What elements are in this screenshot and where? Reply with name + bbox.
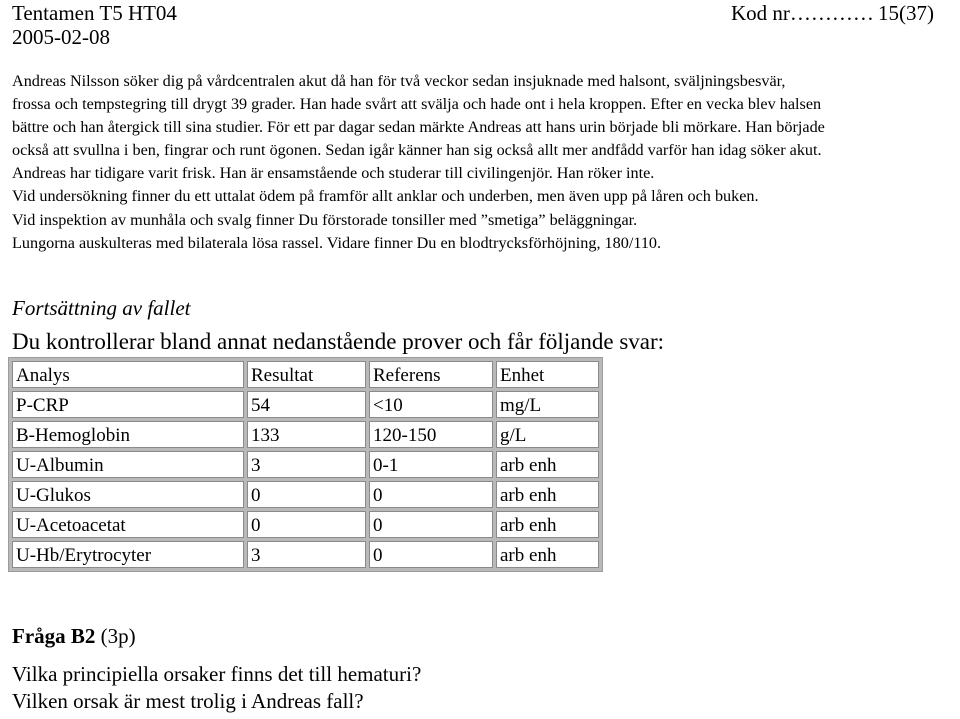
lab-results-table [8,357,603,572]
table-row [12,421,599,448]
header-cell-referens: Referens [369,361,493,388]
question-label: Fråga B2 [12,624,96,648]
case-line: bättre och han återgick till sina studier. För ett par dagar sedan märkte Andreas att hans urin började bli mörkare. Han började [12,118,825,137]
continuation-heading: Fortsättning av fallet [12,296,191,320]
cell-enhet: mg/L [496,391,599,418]
case-line: Vid inspektion av munhåla och svalg finner Du förstorade tonsiller med ”smetiga” beläggningar. [12,210,638,229]
cell-enhet: arb enh [496,541,599,568]
question-line: Vilken orsak är mest trolig i Andreas fall? [12,689,364,713]
table-row [12,511,599,538]
cell-resultat: 3 [247,541,366,568]
cell-resultat: 3 [247,451,366,478]
cell-analys: B-Hemoglobin [12,421,244,448]
case-line: Vid undersökning finner du ett uttalat ödem på framför allt anklar och underben, men även upp på låren och buken. [12,187,759,206]
exam-title: Tentamen T5 HT04 [12,1,177,25]
cell-analys: U-Glukos [12,481,244,508]
cell-referens: 120-150 [369,421,493,448]
table-row [12,451,599,478]
question-line: Vilka principiella orsaker finns det till hematuri? [12,662,422,686]
cell-resultat: 0 [247,511,366,538]
cell-resultat: 133 [247,421,366,448]
cell-enhet: arb enh [496,481,599,508]
question-heading [12,623,136,649]
case-line: frossa och tempstegring till drygt 39 grader. Han hade svårt att svälja och hade ont i hela kroppen. Efter en vecka blev halsen [12,95,822,114]
case-line: också att svullna i ben, fingrar och runt ögonen. Sedan igår känner han sig också allt mer andfådd varför han idag söker akut. [12,141,822,160]
case-line: Andreas Nilsson söker dig på vårdcentralen akut då han för två veckor sedan insjuknade med halsont, sväljningsbesvär, [12,72,786,90]
cell-referens: 0 [369,481,493,508]
question-points: (3p) [100,624,136,648]
cell-referens: <10 [369,391,493,418]
header-cell-resultat: Resultat [247,361,366,388]
cell-enhet: arb enh [496,511,599,538]
cell-referens: 0 [369,541,493,568]
cell-resultat: 54 [247,391,366,418]
cell-referens: 0 [369,511,493,538]
case-line: Andreas har tidigare varit frisk. Han är ensamstående och studerar till civilingenjör. Han röker inte. [12,164,655,183]
table-header-row [12,361,599,388]
page-number: 15(37) [878,1,934,25]
case-description [12,70,957,255]
cell-analys: U-Hb/Erytrocyter [12,541,244,568]
header-cell-enhet: Enhet [496,361,599,388]
case-line: Lungorna auskulteras med bilaterala lösa rassel. Vidare finner Du en blodtrycksförhöjning, 180/110. [12,233,662,252]
code-number-label: Kod nr………… [731,1,874,25]
cell-enhet: arb enh [496,451,599,478]
cell-analys: P-CRP [12,391,244,418]
table-row [12,541,599,568]
cell-resultat: 0 [247,481,366,508]
exam-date: 2005-02-08 [12,25,110,49]
continuation-lead: Du kontrollerar bland annat nedanstående prover och får följande svar: [12,329,665,354]
cell-referens: 0-1 [369,451,493,478]
table-row [12,481,599,508]
cell-enhet: g/L [496,421,599,448]
header-cell-analys: Analys [12,361,244,388]
table-row [12,391,599,418]
cell-analys: U-Acetoacetat [12,511,244,538]
cell-analys: U-Albumin [12,451,244,478]
